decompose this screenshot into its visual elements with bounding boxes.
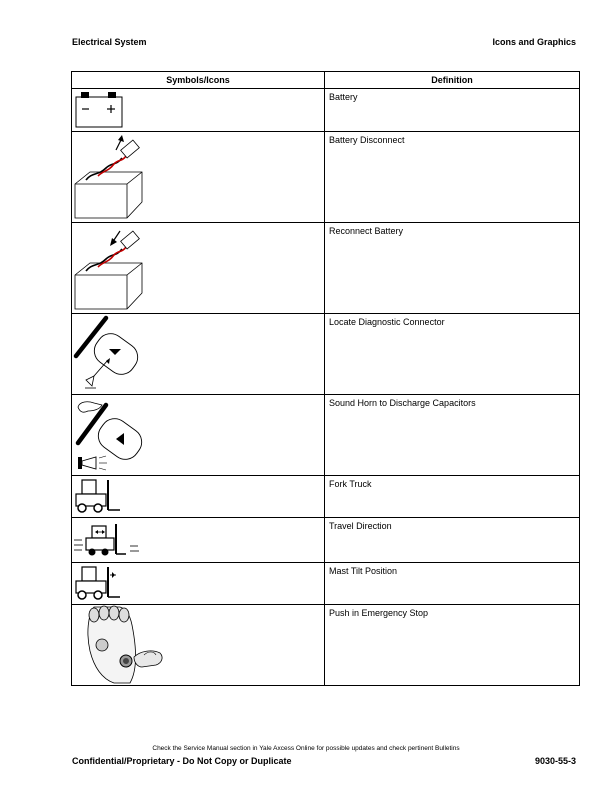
header-chapter-title: Icons and Graphics — [492, 37, 576, 47]
symbols-table — [71, 71, 580, 686]
definition-cell: Push in Emergency Stop — [325, 605, 580, 686]
diagnostic-connector-icon — [72, 314, 152, 394]
symbol-cell — [72, 476, 325, 518]
table-row — [72, 223, 580, 314]
definition-cell: Locate Diagnostic Connector — [325, 314, 580, 395]
symbol-cell — [72, 605, 325, 686]
table-row — [72, 518, 580, 563]
definition-cell: Sound Horn to Discharge Capacitors — [325, 395, 580, 476]
definition-cell: Battery — [325, 89, 580, 132]
symbol-cell — [72, 314, 325, 395]
definition-cell: Reconnect Battery — [325, 223, 580, 314]
table-header-row — [72, 72, 580, 89]
footer-confidential: Confidential/Proprietary - Do Not Copy or Duplicate — [72, 756, 292, 766]
table-row — [72, 476, 580, 518]
table-row — [72, 563, 580, 605]
table-row — [72, 132, 580, 223]
column-header-symbols: Symbols/Icons — [72, 72, 325, 89]
table-row — [72, 395, 580, 476]
symbol-cell — [72, 223, 325, 314]
table-row — [72, 605, 580, 686]
table-row — [72, 89, 580, 132]
column-header-definition: Definition — [325, 72, 580, 89]
symbol-cell — [72, 132, 325, 223]
symbol-cell — [72, 563, 325, 605]
battery-icon — [72, 89, 132, 131]
definition-cell: Battery Disconnect — [325, 132, 580, 223]
definition-cell: Fork Truck — [325, 476, 580, 518]
footer-page-number: 9030-55-3 — [534, 756, 576, 766]
travel-direction-icon — [72, 518, 142, 562]
symbol-cell — [72, 518, 325, 563]
header-section-title: Electrical System — [72, 37, 147, 47]
symbol-cell — [72, 89, 325, 132]
mast-tilt-icon — [72, 563, 132, 603]
symbol-cell — [72, 395, 325, 476]
definition-cell: Mast Tilt Position — [325, 563, 580, 605]
horn-capacitor-icon — [72, 395, 152, 475]
battery-disconnect-icon — [72, 132, 152, 222]
reconnect-battery-icon — [72, 223, 152, 313]
table-row — [72, 314, 580, 395]
footer-note: Check the Service Manual section in Yale Axcess Online for possible updates and check pertinent Bulletins — [152, 745, 460, 752]
fork-truck-icon — [72, 476, 132, 516]
definition-cell: Travel Direction — [325, 518, 580, 563]
emergency-stop-icon — [72, 605, 172, 685]
